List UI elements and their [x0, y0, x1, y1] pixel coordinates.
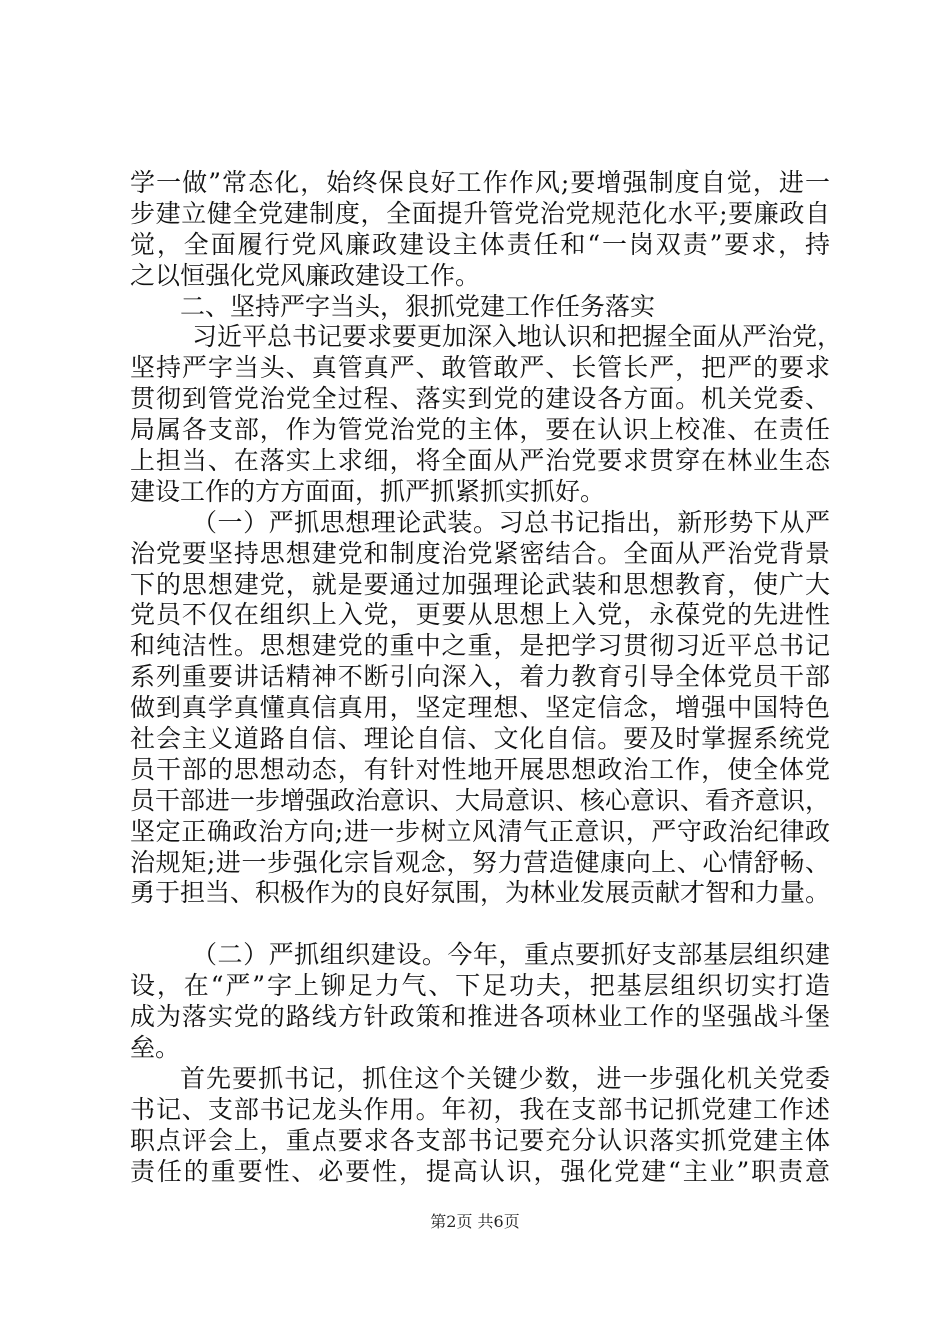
- section-heading: 二、坚持严字当头，狠抓党建工作任务落实: [180, 291, 656, 321]
- paragraph-gap: [130, 909, 830, 940]
- text-line: 党员不仅在组织上入党，更要从思想上入党，永葆党的先进性: [130, 600, 830, 630]
- text-line: 下的思想建党，就是要通过加强理论武装和思想教育，使广大: [130, 569, 830, 599]
- text-line: 习近平总书记要求要更加深入地认识和把握全面从严治党，: [192, 322, 843, 352]
- text-line: 上担当、在落实上求细，将全面从严治党要求贯穿在林业生态: [130, 446, 830, 476]
- text-line: 成为落实党的路线方针政策和推进各项林业工作的坚强战斗堡: [130, 1002, 830, 1032]
- text-line: 贯彻到管党治党全过程、落实到党的建设各方面。机关党委、: [130, 384, 830, 414]
- text-line: 勇于担当、积极作为的良好氛围，为林业发展贡献才智和力量。: [130, 878, 831, 908]
- text-line: 员干部的思想动态，有针对性地开展思想政治工作，使全体党: [130, 754, 830, 784]
- text-line: 坚持严字当头、真管真严、敢管敢严、长管长严，把严的要求: [130, 353, 830, 383]
- text-line: 治规矩;进一步强化宗旨观念，努力营造健康向上、心情舒畅、: [130, 847, 830, 877]
- text-line: 员干部进一步增强政治意识、大局意识、核心意识、看齐意识，: [130, 785, 831, 815]
- text-line: 学一做”常态化，始终保良好工作作风;要增强制度自觉，进一: [130, 168, 830, 197]
- text-line: 首先要抓书记，抓住这个关键少数，进一步强化机关党委: [180, 1063, 830, 1093]
- document-body: [130, 168, 843, 1187]
- text-line: 建设工作的方方面面，抓严抓紧抓实抓好。: [130, 476, 606, 506]
- text-line: 职点评会上，重点要求各支部书记要充分认识落实抓党建主体: [130, 1125, 830, 1155]
- text-line: 书记、支部书记龙头作用。年初，我在支部书记抓党建工作述: [130, 1094, 830, 1124]
- text-line: 步建立健全党建制度，全面提升管党治党规范化水平;要廉政自: [130, 198, 830, 228]
- text-line: 局属各支部，作为管党治党的主体，要在认识上校准、在责任: [130, 415, 830, 445]
- subsection-line: （二）严抓组织建设。今年，重点要抓好支部基层组织建: [192, 940, 830, 970]
- text-line: 社会主义道路自信、理论自信、文化自信。要及时掌握系统党: [130, 724, 830, 754]
- text-line: 觉，全面履行党风廉政建设主体责任和“一岗双责”要求，持: [130, 229, 830, 259]
- text-line: 治党要坚持思想建党和制度治党紧密结合。全面从严治党背景: [130, 538, 830, 568]
- text-line: 设，在“严”字上铆足力气、下足功夫，把基层组织切实打造: [130, 971, 830, 1001]
- text-line: 之以恒强化党风廉政建设工作。: [130, 260, 481, 290]
- page-number: 第2页 共6页: [430, 1212, 520, 1231]
- text-line: 和纯洁性。思想建党的重中之重，是把学习贯彻习近平总书记: [130, 631, 830, 661]
- subsection-line: （一）严抓思想理论武装。习总书记指出，新形势下从严: [192, 507, 830, 537]
- text-line: 垒。: [130, 1032, 181, 1062]
- text-line: 系列重要讲话精神不断引向深入，着力教育引导全体党员干部: [130, 662, 830, 692]
- text-line: 责任的重要性、必要性，提高认识，强化党建“主业”职责意: [130, 1156, 830, 1186]
- text-line: 做到真学真懂真信真用，坚定理想、坚定信念，增强中国特色: [130, 693, 830, 723]
- text-line: 坚定正确政治方向;进一步树立风清气正意识，严守政治纪律政: [130, 816, 830, 846]
